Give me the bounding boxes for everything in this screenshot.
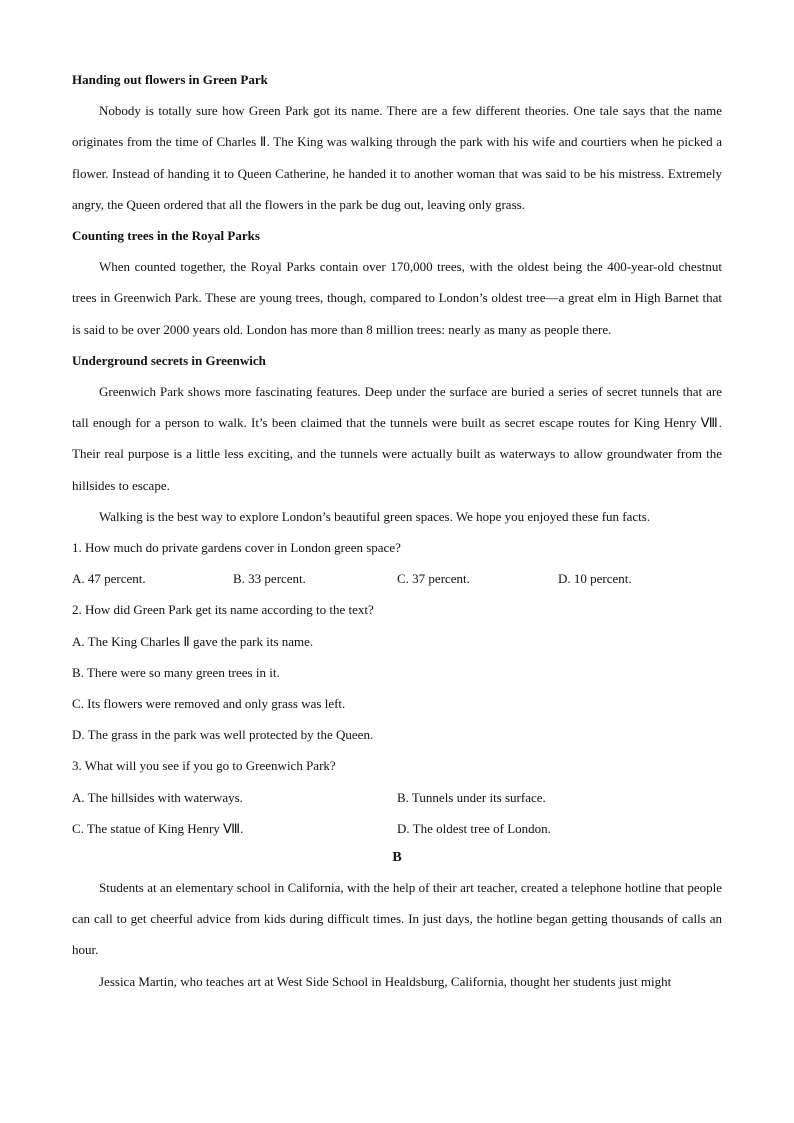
question-3-options-row-2: [72, 813, 722, 844]
question-1-options: [72, 563, 722, 594]
paragraph-royal-parks: When counted together, the Royal Parks contain over 170,000 trees, with the oldest being the 400-year-old chestnut trees in Greenwich Park. These are young trees, though, compared to London’s oldest tree—a great elm in High Barnet that is said to be over 2000 years old. London has more than 8 million trees: nearly as many as people there.: [72, 259, 722, 337]
heading-green-park: Handing out flowers in Green Park: [72, 72, 268, 87]
question-1-option-a: A. 47 percent.: [72, 571, 146, 587]
section-b-paragraph-1: Students at an elementary school in California, with the help of their art teacher, created a telephone hotline that people can call to get cheerful advice from kids during difficult times. In just days, the hotline began getting thousands of calls an hour.: [72, 880, 722, 958]
question-1-option-c: C. 37 percent.: [397, 571, 470, 587]
question-1-stem: 1. How much do private gardens cover in London green space?: [72, 540, 401, 556]
section-b-paragraph-2: Jessica Martin, who teaches art at West Side School in Healdsburg, California, thought her students just might: [99, 973, 672, 989]
question-3-option-b: B. Tunnels under its surface.: [397, 789, 546, 805]
question-3-option-d: D. The oldest tree of London.: [397, 820, 551, 836]
section-b-letter: B: [392, 850, 402, 866]
question-3-option-a: A. The hillsides with waterways.: [72, 789, 243, 805]
question-3-options-row-1: [72, 782, 722, 813]
question-1-option-b: B. 33 percent.: [233, 571, 306, 587]
question-1-option-d: D. 10 percent.: [558, 571, 632, 587]
paragraph-greenwich: Greenwich Park shows more fascinating features. Deep under the surface are buried a series of secret tunnels that are tall enough for a person to walk. It’s been claimed that the tunnels were built as secret escape routes for King Henry Ⅷ. Their real purpose is a little less exciting, and the tunnels were actually built as waterways to allow groundwater from the hillsides to escape.: [72, 384, 722, 493]
heading-greenwich: Underground secrets in Greenwich: [72, 352, 266, 368]
paragraph-closing: Walking is the best way to explore London’s beautiful green spaces. We hope you enjoyed these fun facts.: [99, 508, 651, 524]
question-2-option-c: C. Its flowers were removed and only grass was left.: [72, 696, 346, 712]
question-3-option-c: C. The statue of King Henry Ⅷ.: [72, 820, 244, 836]
question-3-stem: 3. What will you see if you go to Greenwich Park?: [72, 758, 336, 774]
question-2-stem: 2. How did Green Park get its name according to the text?: [72, 602, 374, 618]
question-2-option-b: B. There were so many green trees in it.: [72, 664, 280, 680]
question-2-option-d: D. The grass in the park was well protected by the Queen.: [72, 727, 374, 743]
question-2-option-a: A. The King Charles Ⅱ gave the park its name.: [72, 633, 314, 649]
paragraph-green-park: Nobody is totally sure how Green Park got its name. There are a few different theories. One tale says that the name originates from the time of Charles Ⅱ. The King was walking through the park with his wife and courtiers when he picked a flower. Instead of handing it to Queen Catherine, he handed it to another woman that was said to be his mistress. Extremely angry, the Queen ordered that all the flowers in the park be dug out, leaving only grass.: [72, 103, 722, 212]
heading-royal-parks: Counting trees in the Royal Parks: [72, 228, 260, 244]
